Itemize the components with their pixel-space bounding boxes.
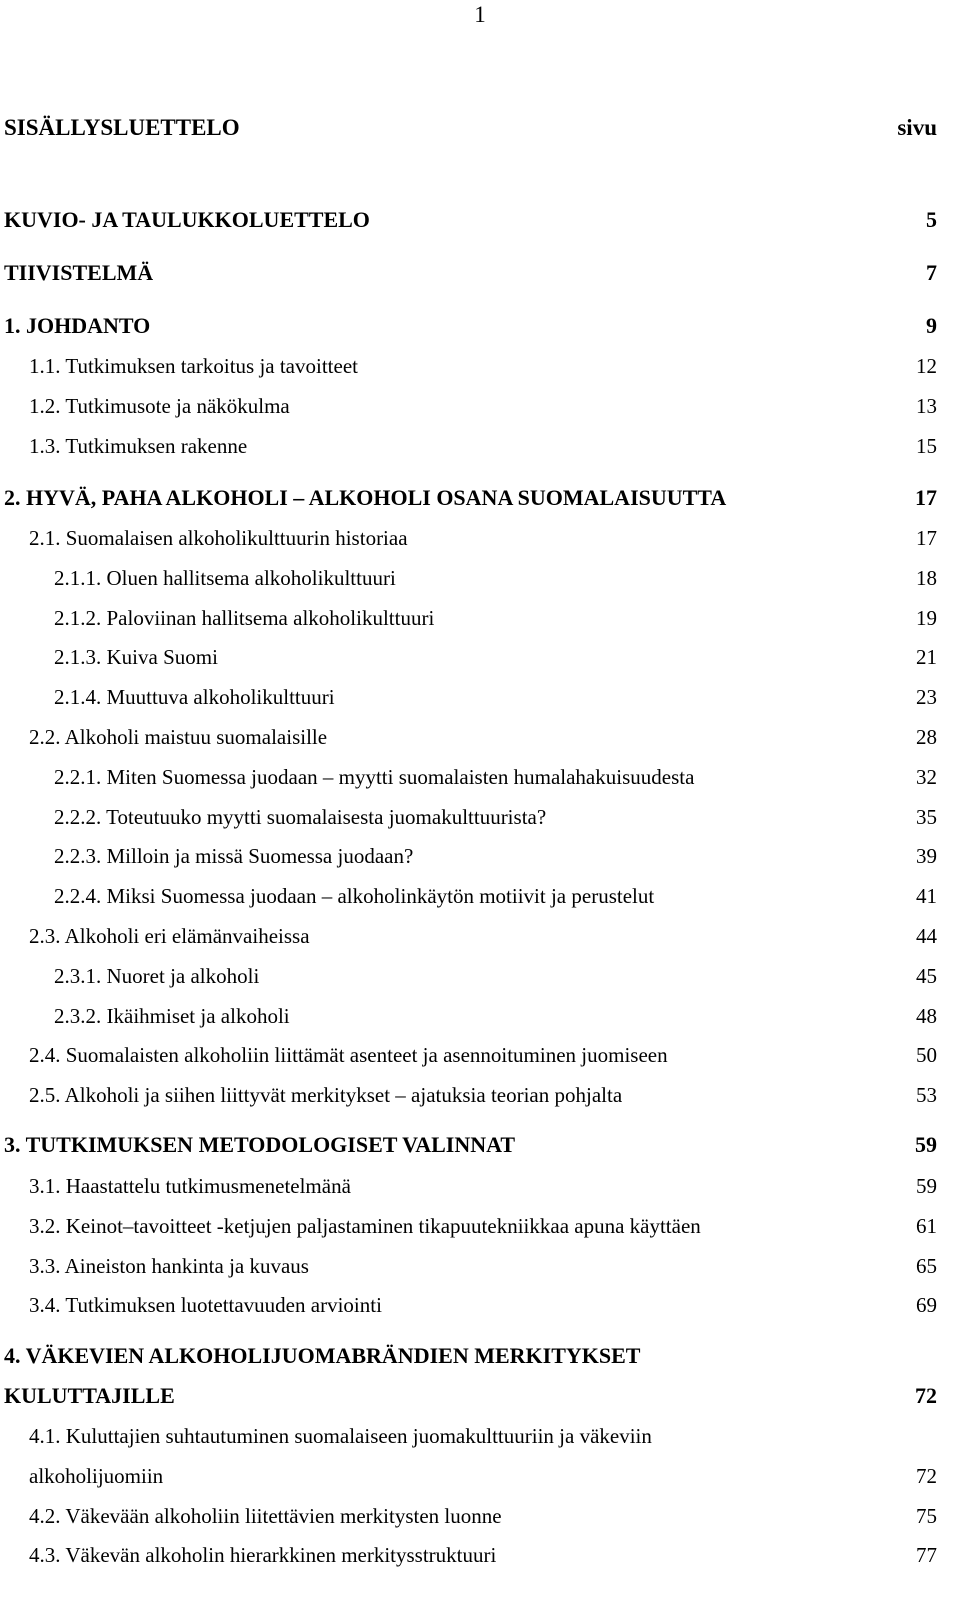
- toc-entry-page: 39: [916, 844, 937, 868]
- toc-entry-text: 2.2.1. Miten Suomessa juodaan – myytti suomalaisten humalahakuisuudesta: [54, 765, 695, 789]
- toc-entry-text: 2.2.4. Miksi Suomessa juodaan – alkoholinkäytön motiivit ja perustelut: [54, 884, 655, 908]
- toc-entry[interactable]: [54, 1002, 937, 1030]
- toc-entry[interactable]: [29, 1212, 937, 1240]
- toc-entry-page: 41: [916, 884, 937, 908]
- toc-entry[interactable]: [29, 1541, 937, 1569]
- toc-entry[interactable]: [54, 564, 937, 592]
- toc-entry-text: 4.1. Kuluttajien suhtautuminen suomalaiseen juomakulttuuriin ja väkeviin: [29, 1424, 652, 1448]
- toc-entry-text: 2.2.2. Toteutuuko myytti suomalaisesta juomakulttuurista?: [54, 805, 547, 829]
- toc-entry[interactable]: [4, 1131, 937, 1159]
- toc-entry[interactable]: [29, 723, 937, 751]
- toc-title: SISÄLLYSLUETTELO: [4, 115, 240, 140]
- toc-entry-page: 5: [926, 207, 937, 232]
- toc-entry-text: 3. TUTKIMUKSEN METODOLOGISET VALINNAT: [4, 1132, 516, 1157]
- toc-entry[interactable]: [4, 312, 937, 340]
- toc-entry[interactable]: [4, 259, 937, 287]
- toc-entry-page: 19: [916, 606, 937, 630]
- toc-page-column-label: sivu: [897, 115, 937, 140]
- toc-entry-page: 72: [916, 1464, 937, 1488]
- toc-entry-text: 2.1.3. Kuiva Suomi: [54, 645, 218, 669]
- toc-entry[interactable]: [54, 842, 937, 870]
- toc-entry-page: 48: [916, 1004, 937, 1028]
- toc-entry-text: 4.3. Väkevän alkoholin hierarkkinen merkitysstruktuuri: [29, 1543, 497, 1567]
- toc-entry-page: 15: [916, 434, 937, 458]
- toc-entry-page: 53: [916, 1083, 937, 1107]
- toc-entry-page: 45: [916, 964, 937, 988]
- toc-entry[interactable]: [29, 922, 937, 950]
- toc-entry-text: 4. VÄKEVIEN ALKOHOLIJUOMABRÄNDIEN MERKITYKSET: [4, 1343, 641, 1368]
- toc-entry[interactable]: [29, 1172, 937, 1200]
- toc-entry-page: 72: [915, 1383, 937, 1408]
- page-number: 1: [474, 2, 486, 27]
- toc-entry-page: 13: [916, 394, 937, 418]
- toc-entry[interactable]: [54, 962, 937, 990]
- toc-entry-text: 3.3. Aineiston hankinta ja kuvaus: [29, 1254, 309, 1278]
- toc-entry[interactable]: [4, 484, 937, 512]
- toc-entry-page: 32: [916, 765, 937, 789]
- toc-entry-text: 2.1.4. Muuttuva alkoholikulttuuri: [54, 685, 335, 709]
- toc-entry-text: 2.1. Suomalaisen alkoholikulttuurin historiaa: [29, 526, 408, 550]
- toc-entry-page: 77: [916, 1543, 937, 1567]
- toc-entry-page: 12: [916, 354, 937, 378]
- toc-entry-page: 75: [916, 1504, 937, 1528]
- toc-entry[interactable]: [29, 1081, 937, 1109]
- toc-entry-text: 2.2.3. Milloin ja missä Suomessa juodaan?: [54, 844, 414, 868]
- toc-entry-text-cont: alkoholijuomiin: [29, 1464, 164, 1488]
- toc-entry-text: KUVIO- JA TAULUKKOLUETTELO: [4, 207, 370, 232]
- toc-entry-page: 65: [916, 1254, 937, 1278]
- toc-entry-page: 44: [916, 924, 937, 948]
- toc-entry[interactable]: [29, 1291, 937, 1319]
- toc-entry[interactable]: [4, 1342, 937, 1370]
- toc-entry-text: 1. JOHDANTO: [4, 313, 151, 338]
- toc-entry-text: 3.1. Haastattelu tutkimusmenetelmänä: [29, 1174, 351, 1198]
- toc-entry[interactable]: [54, 882, 937, 910]
- toc-entry-continuation[interactable]: [4, 1382, 937, 1410]
- toc-entry-page: 9: [926, 313, 937, 338]
- toc-entry-text: TIIVISTELMÄ: [4, 260, 154, 285]
- toc-entry-page: 59: [915, 1132, 937, 1157]
- toc-entry-continuation[interactable]: [29, 1462, 937, 1490]
- toc-entry[interactable]: [4, 206, 937, 234]
- toc-entry-page: 18: [916, 566, 937, 590]
- toc-entry-page: 69: [916, 1293, 937, 1317]
- toc-entry-text: 2.3.1. Nuoret ja alkoholi: [54, 964, 260, 988]
- toc-entry[interactable]: [54, 763, 937, 791]
- toc-entry-text: 1.2. Tutkimusote ja näkökulma: [29, 394, 290, 418]
- toc-entry[interactable]: [54, 683, 937, 711]
- toc-entry-page: 28: [916, 725, 937, 749]
- toc-entry-page: 21: [916, 645, 937, 669]
- toc-entry-text: 2. HYVÄ, PAHA ALKOHOLI – ALKOHOLI OSANA SUOMALAISUUTTA: [4, 485, 727, 510]
- toc-entry-text: 3.4. Tutkimuksen luotettavuuden arviointi: [29, 1293, 382, 1317]
- toc-entry-text: 1.1. Tutkimuksen tarkoitus ja tavoitteet: [29, 354, 358, 378]
- toc-entry[interactable]: [29, 1252, 937, 1280]
- toc-entry[interactable]: [54, 604, 937, 632]
- toc-entry-text: 2.2. Alkoholi maistuu suomalaisille: [29, 725, 328, 749]
- toc-entry-text: 2.4. Suomalaisten alkoholiin liittämät asenteet ja asennoituminen juomiseen: [29, 1043, 668, 1067]
- toc-entry[interactable]: [29, 1041, 937, 1069]
- toc-entry-text: 2.1.1. Oluen hallitsema alkoholikulttuuri: [54, 566, 396, 590]
- toc-entry-page: 17: [915, 485, 937, 510]
- toc-entry-page: 50: [916, 1043, 937, 1067]
- toc-entry[interactable]: [29, 524, 937, 552]
- toc-entry-text-cont: KULUTTAJILLE: [4, 1383, 175, 1408]
- toc-entry-page: 35: [916, 805, 937, 829]
- toc-entry-page: 17: [916, 526, 937, 550]
- toc-entry-text: 2.3.2. Ikäihmiset ja alkoholi: [54, 1004, 290, 1028]
- toc-entry-text: 2.5. Alkoholi ja siihen liittyvät merkitykset – ajatuksia teorian pohjalta: [29, 1083, 623, 1107]
- toc-entry[interactable]: [29, 1422, 937, 1450]
- toc-entry-text: 3.2. Keinot–tavoitteet -ketjujen paljastaminen tikapuutekniikkaa apuna käyttäen: [29, 1214, 701, 1238]
- toc-entry-text: 1.3. Tutkimuksen rakenne: [29, 434, 248, 458]
- toc-entry-page: 61: [916, 1214, 937, 1238]
- toc-entry[interactable]: [29, 1502, 937, 1530]
- toc-entry[interactable]: [54, 803, 937, 831]
- toc-entry[interactable]: [29, 392, 937, 420]
- toc-entry-text: 2.1.2. Paloviinan hallitsema alkoholikulttuuri: [54, 606, 435, 630]
- toc-entry-page: 23: [916, 685, 937, 709]
- toc-entry-page: 59: [916, 1174, 937, 1198]
- toc-entry-text: 4.2. Väkevään alkoholiin liitettävien merkitysten luonne: [29, 1504, 502, 1528]
- toc-entry-text: 2.3. Alkoholi eri elämänvaiheissa: [29, 924, 310, 948]
- toc-entry[interactable]: [54, 643, 937, 671]
- toc-entry-page: 7: [926, 260, 937, 285]
- toc-entry[interactable]: [29, 432, 937, 460]
- toc-heading: [4, 113, 937, 143]
- toc-entry[interactable]: [29, 352, 937, 380]
